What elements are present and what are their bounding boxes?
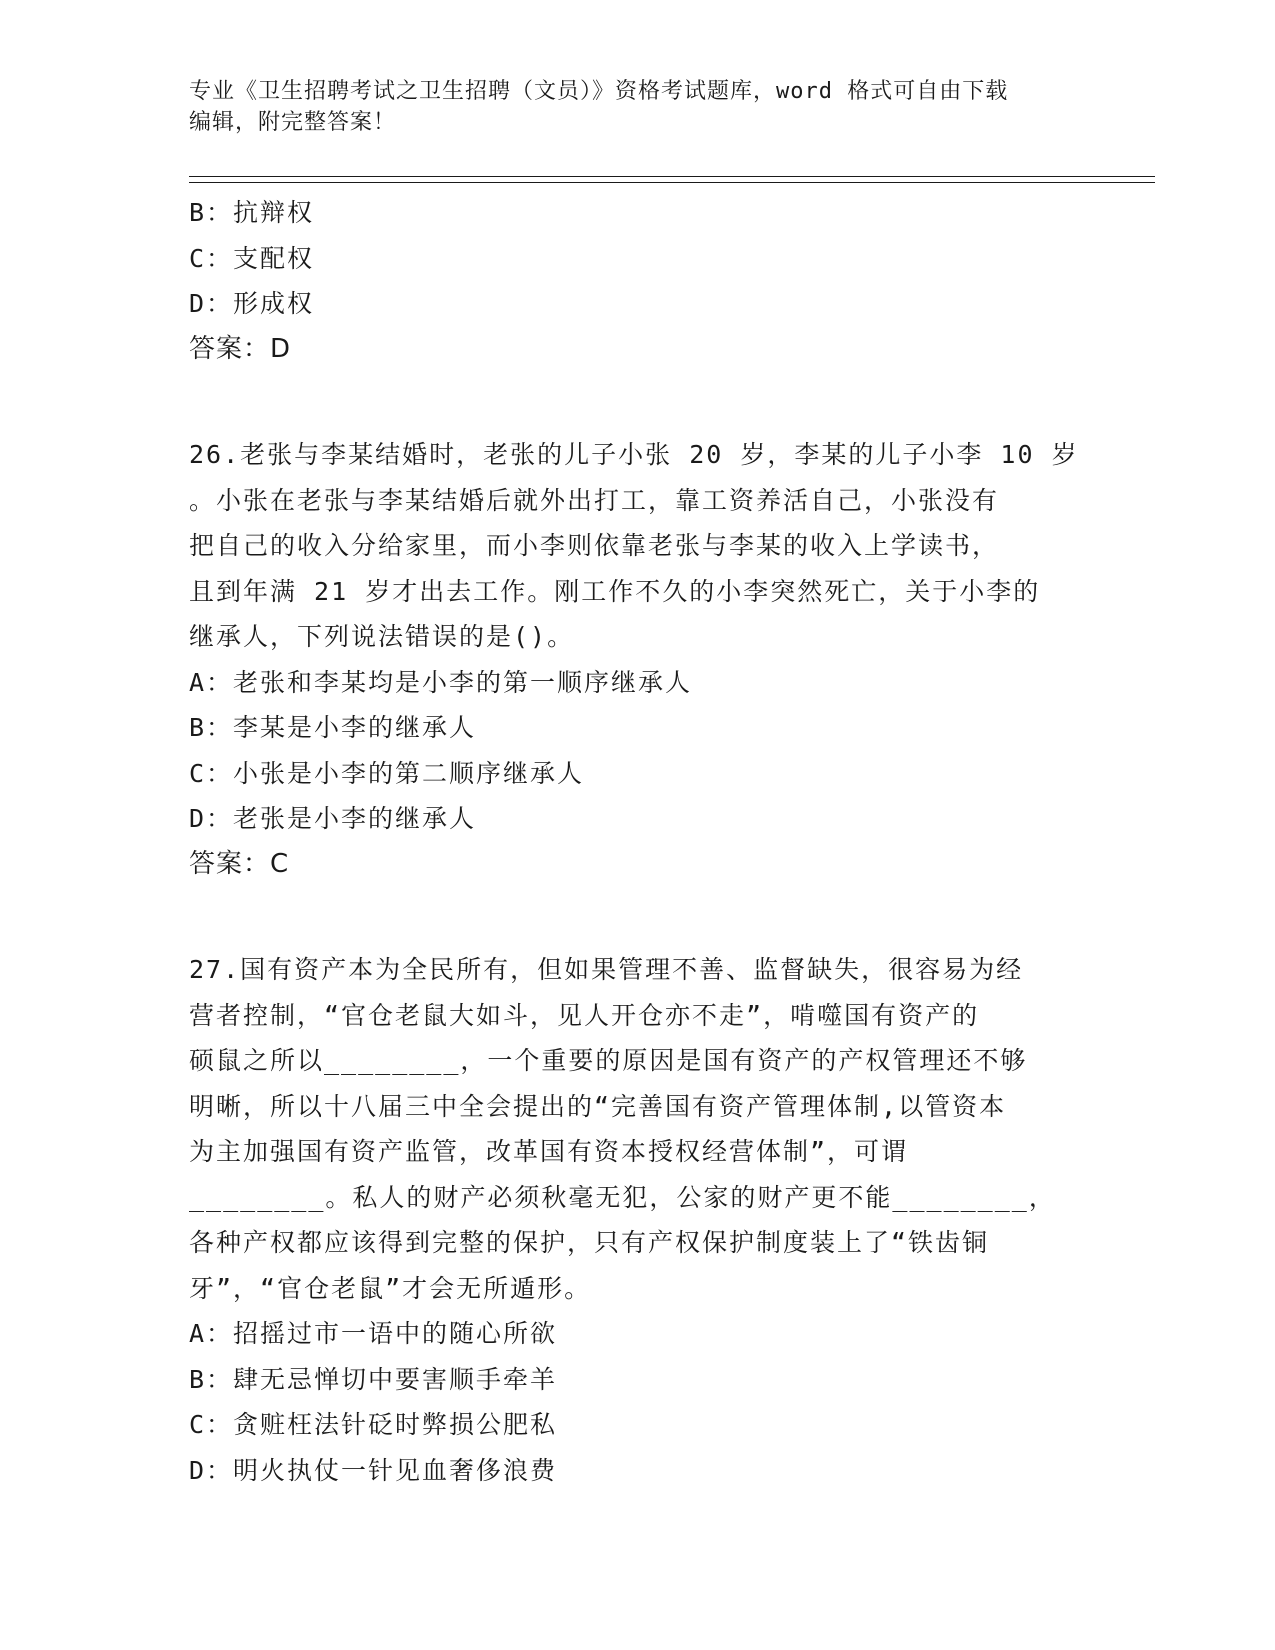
question-text-line: 明晰，所以十八届三中全会提出的“完善国有资产管理体制,以管资本 bbox=[189, 1091, 1007, 1121]
header-rule-top bbox=[189, 176, 1155, 177]
answer-line: 答案：C bbox=[189, 848, 290, 879]
question-content bbox=[189, 190, 1089, 1493]
option-c: C：小张是小李的第二顺序继承人 bbox=[189, 758, 585, 788]
option-d: D：老张是小李的继承人 bbox=[189, 804, 477, 833]
question-text-line: 各种产权都应该得到完整的保护，只有产权保护制度装上了“铁齿铜 bbox=[189, 1228, 990, 1257]
question-text-line: 继承人，下列说法错误的是()。 bbox=[189, 622, 575, 651]
question-text-line: ________。私人的财产必须秋毫无犯，公家的财产更不能________， bbox=[189, 1182, 1056, 1212]
question-text-line: 为主加强国有资产监管，改革国有资本授权经营体制”，可谓 bbox=[189, 1137, 909, 1166]
question-text-line: 且到年满 21 岁才出去工作。刚工作不久的小李突然死亡，关于小李的 bbox=[189, 576, 1041, 606]
question-text-line: 。小张在老张与李某结婚后就外出打工，靠工资养活自己，小张没有 bbox=[189, 485, 1000, 515]
spacer bbox=[189, 887, 1089, 947]
option-d: D：明火执仗一针见血奢侈浪费 bbox=[189, 1455, 558, 1485]
option-b: B：抗辩权 bbox=[189, 198, 315, 227]
option-c: C：支配权 bbox=[189, 243, 315, 273]
answer-line: 答案：D bbox=[189, 333, 292, 364]
spacer bbox=[189, 372, 1089, 432]
question-text-line: 硕鼠之所以________，一个重要的原因是国有资产的产权管理还不够 bbox=[189, 1046, 1028, 1075]
question-text-line: 牙”，“官仓老鼠”才会无所遁形。 bbox=[189, 1273, 592, 1303]
question-text-line: 营者控制，“官仓老鼠大如斗，见人开仓亦不走”，啃噬国有资产的 bbox=[189, 1000, 980, 1030]
question-text-line: 26.老张与李某结婚时，老张的儿子小张 20 岁，李某的儿子小李 10 岁 bbox=[189, 440, 1079, 469]
question-25 bbox=[189, 190, 1089, 372]
question-text-line: 27.国有资产本为全民所有，但如果管理不善、监督缺失，很容易为经 bbox=[189, 955, 1024, 984]
header-rule-bottom bbox=[189, 182, 1155, 183]
header-line-2: 编辑，附完整答案！ bbox=[189, 110, 397, 135]
header-line-1: 专业《卫生招聘考试之卫生招聘（文员）》资格考试题库，word 格式可自由下载 bbox=[189, 79, 1009, 104]
question-text-line: 把自己的收入分给家里，而小李则依靠老张与李某的收入上学读书， bbox=[189, 531, 1000, 560]
option-a: A：老张和李某均是小李的第一顺序继承人 bbox=[189, 667, 693, 697]
option-c: C：贪赃枉法针砭时弊损公肥私 bbox=[189, 1410, 558, 1439]
option-d: D：形成权 bbox=[189, 289, 315, 318]
question-26 bbox=[189, 432, 1089, 887]
option-a: A：招摇过市一语中的随心所欲 bbox=[189, 1319, 558, 1348]
page-header bbox=[189, 76, 1089, 138]
option-b: B：肆无忌惮切中要害顺手牵羊 bbox=[189, 1364, 558, 1394]
option-b: B：李某是小李的继承人 bbox=[189, 713, 477, 742]
question-27 bbox=[189, 947, 1089, 1493]
